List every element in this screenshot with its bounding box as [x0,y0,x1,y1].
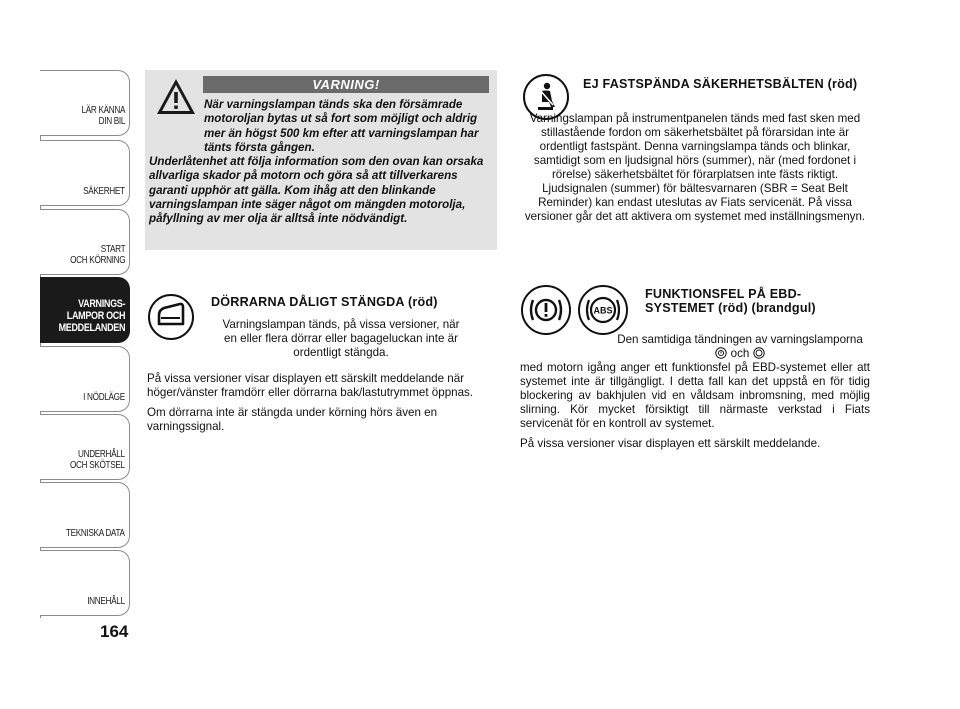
brake-warning-icon [520,284,572,336]
ebd-body: Den samtidiga tändningen av varningslamporna och med motorn igång anger ett funktionsfel på EBD-systemet eller att systemet inte är tillgängligt. I detta fall kan det uppstå en för tidig blockering av bakhjulen vid en våldsam inbromsning, med möjlig slirning. Kör mycket försiktigt till närmaste verkstad i Fiats servicenät för en kontroll av systemet. På vissa versioner visar displayen ett särskilt meddelande. [520,333,870,450]
doors-paragraph-2: Om dörrarna inte är stängda under körning hörs även en varningssignal. [147,406,438,433]
abs-inline-icon [753,347,765,359]
brake-inline-icon [715,347,727,359]
tab-tekniska-data[interactable]: TEKNISKA DATA [40,482,130,548]
tab-start[interactable]: START OCH KÖRNING [40,209,130,275]
doors-intro: Varningslampan tänds, på vissa versioner, när en eller flera dörrar eller bagageluckan inte är ordentligt stängda. [222,318,460,359]
door-open-icon [147,293,195,341]
abs-icon [577,284,629,336]
tab-lar-kanna[interactable]: LÄR KÄNNA DIN BIL [40,70,130,136]
warning-title: VARNING! [203,76,489,93]
page-number: 164 [100,622,129,641]
tab-innehall[interactable]: INNEHÅLL [40,550,130,616]
doors-body [147,372,497,440]
warning-paragraph-1: När varningslampan tänds ska den försämrade motoroljan bytas ut så fort som möjligt och aldrig mer än högst 500 km efter att varningslampan har tänts första gången. [204,98,479,154]
seatbelt-heading: EJ FASTSPÄNDA SÄKERHETSBÄLTEN (röd) [583,77,858,91]
warning-box [145,70,497,250]
tab-underhall[interactable]: UNDERHÅLL OCH SKÖTSEL [40,414,130,480]
tab-varningslampor[interactable]: VARNINGS- LAMPOR OCH MEDDELANDEN [40,277,130,343]
abs-label: ABS [593,305,613,316]
ebd-paragraph-2: På vissa versioner visar displayen ett särskilt meddelande. [520,437,821,450]
tab-i-nodlage[interactable]: I NÖDLÄGE [40,346,130,412]
tab-sakerhet[interactable]: SÄKERHET [40,140,130,206]
doors-heading: DÖRRARNA DÅLIGT STÄNGDA (röd) [211,295,438,309]
ebd-heading: FUNKTIONSFEL PÅ EBD-SYSTEMET (röd) (brandgul) [645,287,816,315]
warning-text [149,98,491,227]
warning-paragraph-2: Underlåtenhet att följa information som den ovan kan orsaka allvarliga skador på motorn och göra så att tillverkarens garanti upphör att gälla. Kom ihåg att den blinkande varningslampan inte säger något om mängden motorolja, påfyllning av mer olja är alltså inte nödvändigt. [149,155,484,226]
doors-paragraph-1: På vissa versioner visar displayen ett särskilt meddelande när höger/vänster framdörr eller dörrarna bak/lastutrymmet öppnas. [147,372,474,399]
seatbelt-body: Varningslampan på instrumentpanelen tänds med fast sken med stillastående fordon om säkerhetsbältet på förarsidan inte är ordentligt fastspänt. Denna varningslampa tänds och blinkar, samtidigt som en ljudsignal hörs (summer), när (med fordonet i rörelse) säkerhetsbältet för förarplatsen inte fästs riktigt. Ljudsignalen (summer) för bältesvarnaren (SBR = Seat Belt Reminder) kan endast uteslutas av Fiats servicenät. På vissa versioner går det att aktivera om systemet med inställningsmenyn. [524,112,866,223]
